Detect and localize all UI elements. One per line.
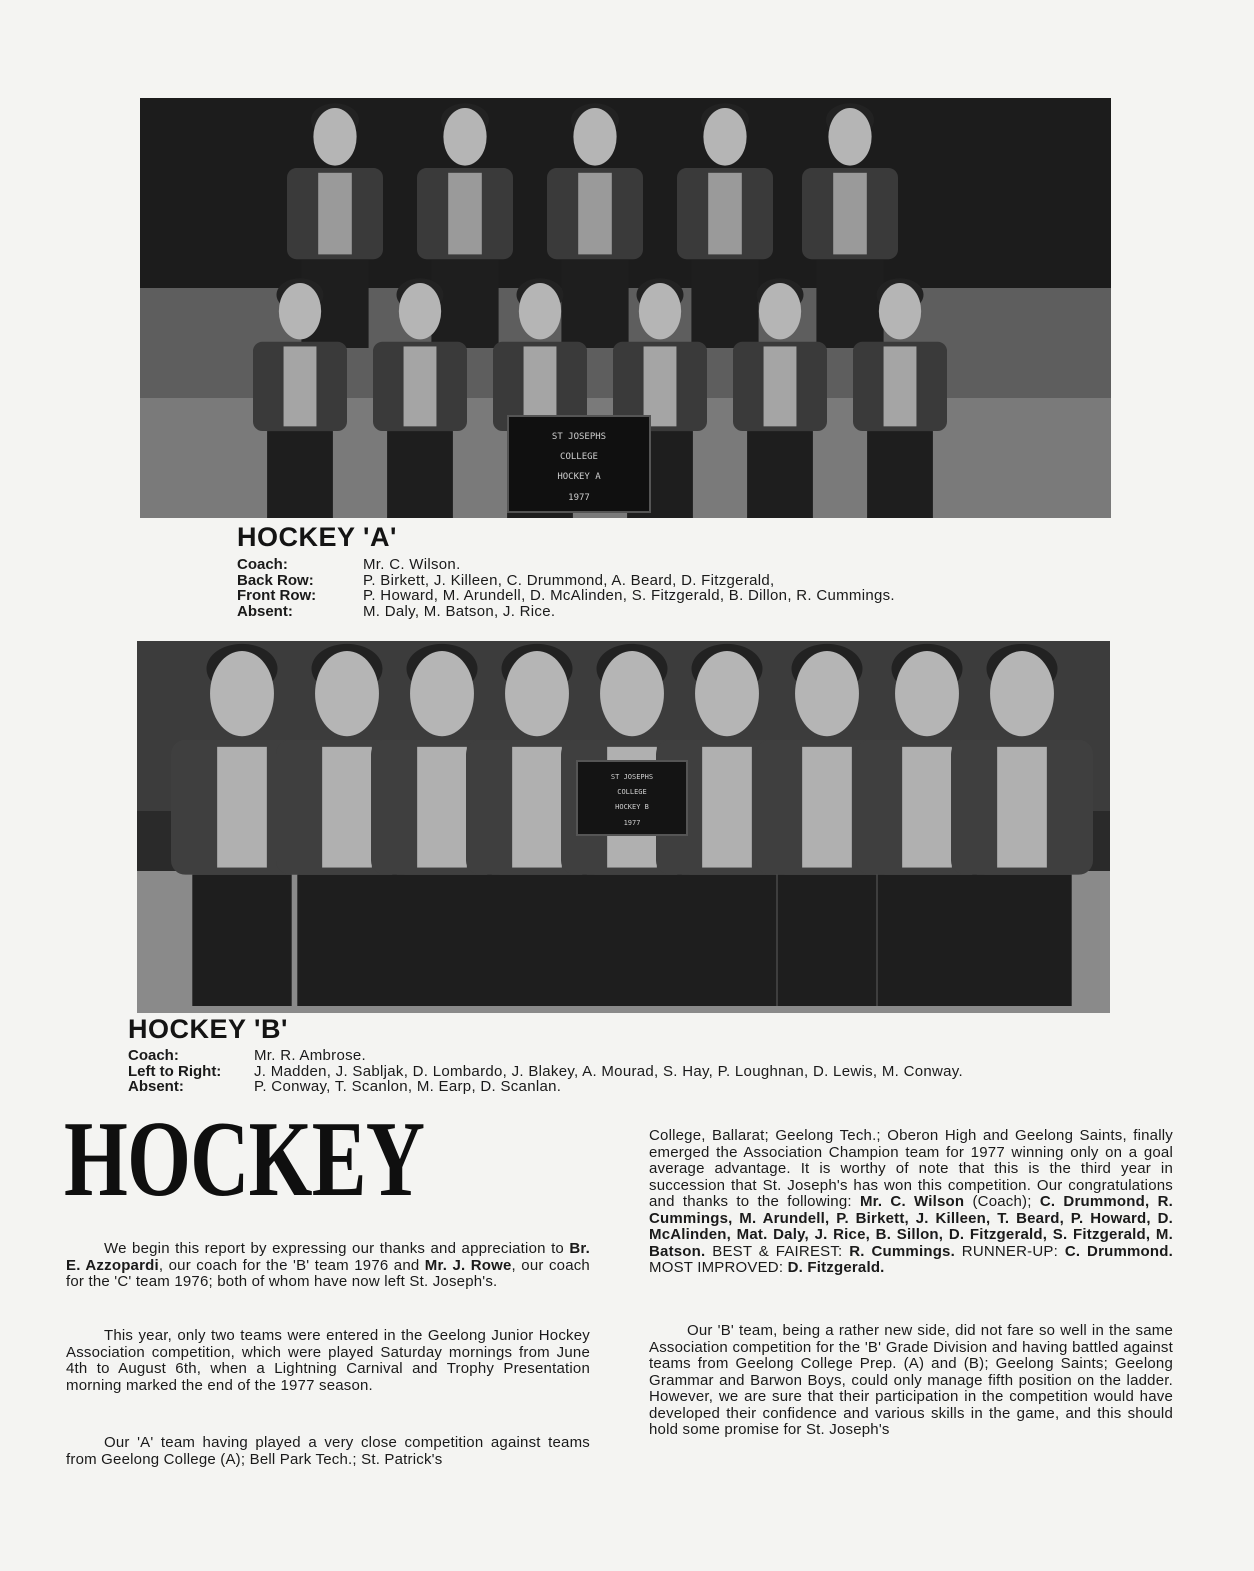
- article-paragraph: [66, 1241, 590, 1291]
- bold-run: C. Drummond.: [1064, 1242, 1174, 1260]
- roster-value: Mr. R. Ambrose.: [254, 1047, 367, 1064]
- team-b-board-line-1: ST JOSEPHS: [610, 773, 654, 781]
- roster-value: M. Daly, M. Batson, J. Rice.: [363, 602, 556, 620]
- text-run: Our 'B' team, being a rather new side, did not fare so well in the same Association competition for the 'B' Grade Division and having battled against teams from Geelong College Prep. (A) and (B); Geelong Saints; Geelong Grammar and Barwon Boys, could only manage fifth position on the ladder. However, we are sure that their participation in the competition would have developed their confidence and various skills in the game, and this should hold some promise for St. Joseph's: [649, 1322, 1173, 1438]
- roster-label: Back Row:: [237, 571, 314, 589]
- team-b-photo: [137, 641, 1110, 1013]
- article-title: HOCKEY: [64, 1100, 425, 1219]
- roster-value: Mr. C. Wilson.: [363, 556, 461, 573]
- roster-row-back: [237, 573, 895, 589]
- roster-label: Coach:: [128, 1047, 179, 1064]
- roster-row-coach: [128, 1048, 963, 1064]
- bold-run: Mr. C. Wilson: [859, 1193, 965, 1210]
- bold-run: C. Drummond, R. Cummings, M. Arundell, P. Birkett, J. Killeen, T. Beard, P. Howard, D. McAlinden, Mat. Daly, J. Rice, B. Sillon, D. Fitzgerald, S. Fitzgerald, M. Batson.: [649, 1193, 1173, 1260]
- roster-value: P. Birkett, J. Killeen, C. Drummond, A. Beard, D. Fitzgerald,: [363, 571, 775, 589]
- roster-value: J. Madden, J. Sabljak, D. Lombardo, J. Blakey, A. Mourad, S. Hay, P. Loughnan, D. Lewis, M. Conway.: [254, 1062, 963, 1080]
- roster-row-absent: [128, 1079, 963, 1095]
- team-a-board-line-4: 1977: [568, 493, 590, 503]
- text-run: (Coach);: [964, 1193, 1040, 1210]
- team-a-board-line-2: COLLEGE: [560, 452, 598, 462]
- team-b-photo-image: [137, 641, 1110, 1013]
- text-run: , our coach for the 'C' team 1976; both of whom have now left St. Joseph's.: [66, 1256, 590, 1290]
- team-b-heading: HOCKEY 'B': [128, 1014, 288, 1044]
- roster-row-coach: [237, 557, 895, 573]
- team-a-roster: [237, 557, 895, 619]
- article-paragraph: [66, 1328, 590, 1394]
- team-a-heading: HOCKEY 'A': [237, 522, 397, 552]
- article-paragraph: [649, 1323, 1173, 1439]
- roster-label: Coach:: [237, 556, 288, 573]
- text-run: , our coach for the 'B' team 1976 and: [158, 1256, 425, 1274]
- roster-row-absent: [237, 604, 895, 620]
- text-run: We begin this report by expressing our thanks and appreciation to: [104, 1240, 570, 1257]
- roster-row-front: [237, 588, 895, 604]
- bold-run: D. Fitzgerald.: [787, 1259, 885, 1276]
- team-b-roster: [128, 1048, 963, 1095]
- bold-run: R. Cummings.: [849, 1242, 955, 1260]
- roster-value: P. Conway, T. Scanlon, M. Earp, D. Scanlan.: [254, 1078, 562, 1095]
- text-run: BEST & FAIREST:: [705, 1242, 850, 1260]
- team-a-board-line-1: ST JOSEPHS: [551, 432, 607, 442]
- bold-run: Mr. J. Rowe: [424, 1256, 512, 1274]
- roster-label: Left to Right:: [128, 1062, 222, 1080]
- team-b-board-line-4: 1977: [623, 819, 641, 827]
- roster-label: Absent:: [237, 602, 293, 620]
- team-a-photo-image: [140, 98, 1111, 518]
- text-run: This year, only two teams were entered in the Geelong Junior Hockey Association competition, which were played Saturday mornings from June 4th to August 6th, when a Lightning Carnival and Trophy Presentation morning marked the end of the 1977 season.: [66, 1327, 590, 1394]
- bold-run: Br. E. Azzopardi: [66, 1240, 590, 1274]
- roster-row-left-to-right: [128, 1064, 963, 1080]
- team-b-board-line-3: HOCKEY B: [615, 803, 649, 811]
- text-run: MOST IMPROVED:: [649, 1259, 788, 1276]
- roster-value: P. Howard, M. Arundell, D. McAlinden, S. Fitzgerald, B. Dillon, R. Cummings.: [363, 587, 895, 604]
- article-paragraph: [649, 1128, 1173, 1277]
- team-a-board-line-3: HOCKEY A: [557, 472, 601, 482]
- text-run: College, Ballarat; Geelong Tech.; Oberon High and Geelong Saints, finally emerged the Association Champion team for 1977 winning only on a goal average advantage. It is worthy of note that this is the third year in succession that St. Joseph's has won this competition. Our congratulations and thanks to the following:: [649, 1127, 1173, 1210]
- roster-label: Front Row:: [237, 587, 317, 604]
- text-run: Our 'A' team having played a very close competition against teams from Geelong College (A); Bell Park Tech.; St. Patrick's: [66, 1434, 590, 1468]
- team-b-board-line-2: COLLEGE: [617, 788, 647, 796]
- article-paragraph: [66, 1435, 590, 1468]
- text-run: RUNNER-UP:: [954, 1242, 1065, 1260]
- roster-label: Absent:: [128, 1078, 184, 1095]
- team-a-photo: [140, 98, 1111, 518]
